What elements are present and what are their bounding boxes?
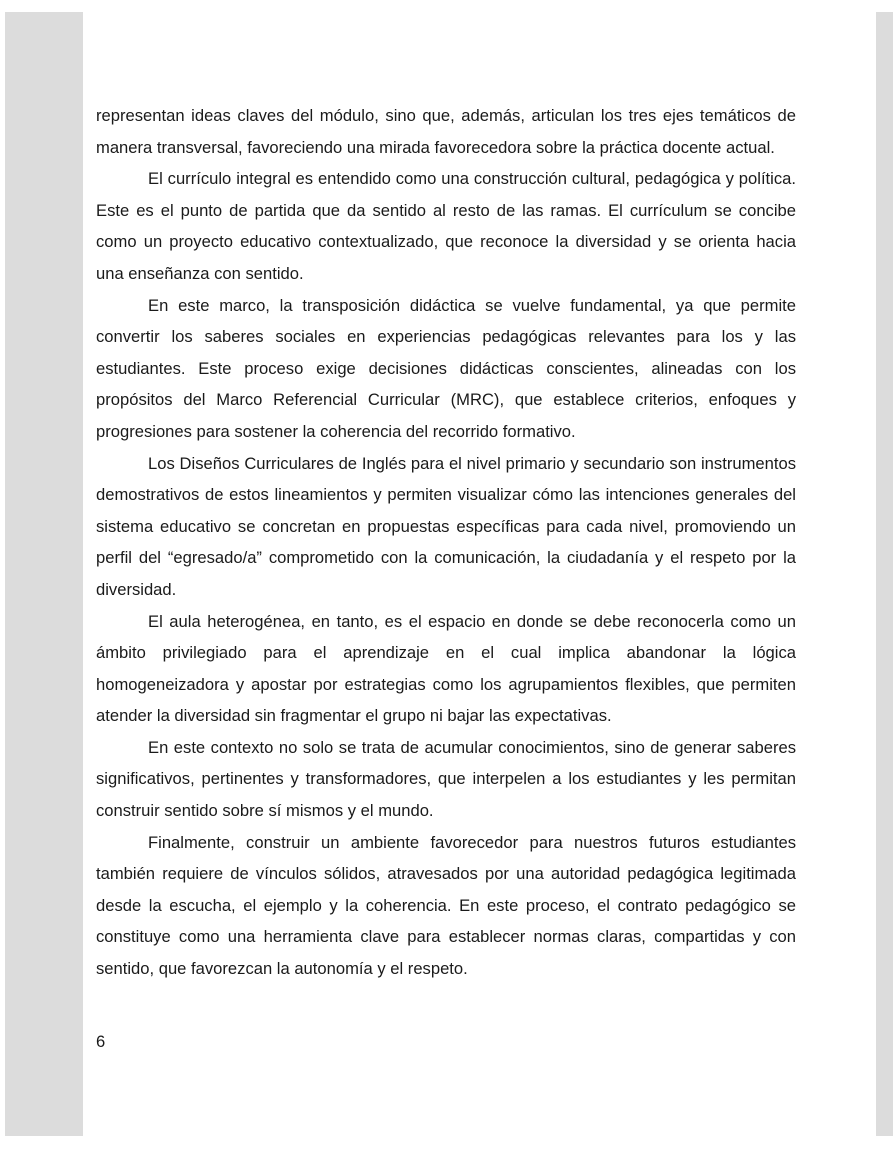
paragraph-contexto: En este contexto no solo se trata de acumular conocimientos, sino de generar saberes significativos, pertinentes y transformadores, que interpelen a los estudiantes y les permitan construir sentido sobre sí mismos y el mundo. [96,737,796,821]
document-page [83,12,876,1136]
paragraph-transposicion-didactica: En este marco, la transposición didáctica se vuelve fundamental, ya que permite convertir los saberes sociales en experiencias pedagógicas relevantes para los y las estudiantes. Este proceso exige decisiones didácticas conscientes, alineadas con los propósitos del Marco Referencial Curricular (MRC), que establece criterios, enfoques y progresiones para sostener la coherencia del recorrido formativo. [96,295,796,441]
paragraph-finalmente: Finalmente, construir un ambiente favorecedor para nuestros futuros estudiantes también requiere de vínculos sólidos, atravesados por una autoridad pedagógica legitimada desde la escucha, el ejemplo y la coherencia. En este proceso, el contrato pedagógico se constituye como una herramienta clave para establecer normas claras, compartidas y con sentido, que favorezcan la autonomía y el respeto. [96,832,796,979]
paragraph-aula-heterogenea: El aula heterogénea, en tanto, es el espacio en donde se debe reconocerla como un ámbito privilegiado para el aprendizaje en el cual implica abandonar la lógica homogeneizadora y apostar por estrategias como los agrupamientos flexibles, que permiten atender la diversidad sin fragmentar el grupo ni bajar las expectativas. [96,611,796,726]
right-page-margin [876,12,893,1136]
page-body-text [96,100,796,985]
left-page-margin [5,12,83,1136]
paragraph-continued: representan ideas claves del módulo, sino que, además, articulan los tres ejes temáticos de manera transversal, favoreciendo una mirada favorecedora sobre la práctica docente actual. [96,106,796,157]
paragraph-curriculo-integral: El currículo integral es entendido como una construcción cultural, pedagógica y política. Este es el punto de partida que da sentido al resto de las ramas. El currículum se concibe como un proyecto educativo contextualizado, que reconoce la diversidad y se orienta hacia una enseñanza con sentido. [96,169,796,283]
paragraph-disenos-curriculares: Los Diseños Curriculares de Inglés para el nivel primario y secundario son instrumentos demostrativos de estos lineamientos y permiten visualizar cómo las intenciones generales del sistema educativo se concretan en propuestas específicas para cada nivel, promoviendo un perfil del “egresado/a” comprometido con la comunicación, la ciudadanía y el respeto por la diversidad. [96,453,796,599]
page-number: 6 [96,1032,106,1051]
